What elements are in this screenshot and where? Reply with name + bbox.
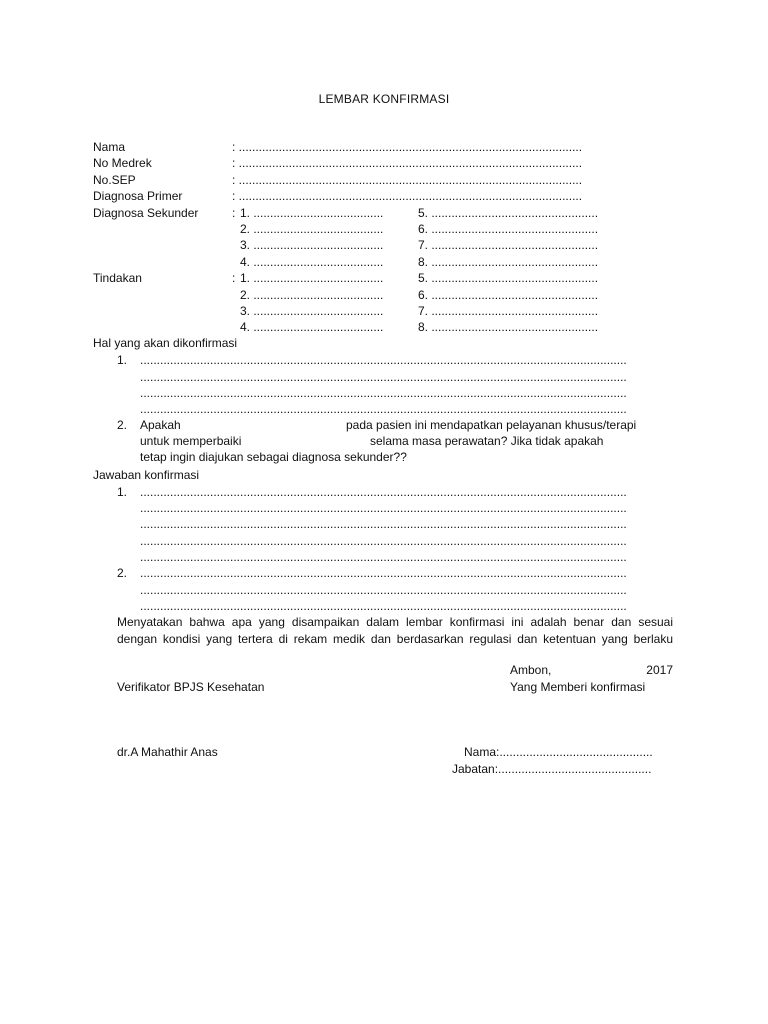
tindakan-colon: : (232, 271, 236, 285)
medrek-field[interactable]: : ....................................................................................................... (232, 156, 583, 170)
sekunder-item-3[interactable]: 3. ....................................... (240, 238, 384, 252)
question-line2-start: untuk memperbaiki (140, 434, 242, 448)
tindakan-item-6[interactable]: 6. .................................................. (418, 288, 599, 302)
diagnosa-primer-field[interactable]: : ....................................................................................................... (232, 189, 583, 203)
tindakan-item-2[interactable]: 2. ....................................... (240, 288, 384, 302)
nama-label: Nama (93, 140, 126, 154)
question-apakah: Apakah (140, 418, 181, 432)
hal-number-1: 1. (117, 353, 128, 367)
statement-line-1: Menyatakan bahwa apa yang disampaikan dalam lembar konfirmasi ini adalah benar dan sesuai (117, 615, 673, 629)
hal-dotline[interactable]: .................................................................................................................................................. (140, 353, 627, 367)
sekunder-item-4[interactable]: 4. ....................................... (240, 255, 384, 269)
sep-label: No.SEP (93, 173, 136, 187)
jawaban-dotline[interactable]: .................................................................................................................................................. (140, 517, 627, 531)
hal-number-2: 2. (117, 418, 128, 432)
tindakan-item-8[interactable]: 8. .................................................. (418, 320, 599, 334)
signer-jabatan-field[interactable]: Jabatan:.............................................. (452, 762, 652, 776)
question-line1-rest: pada pasien ini mendapatkan pelayanan khusus/terapi (346, 418, 637, 432)
sekunder-item-8[interactable]: 8. .................................................. (418, 255, 599, 269)
tindakan-item-3[interactable]: 3. ....................................... (240, 304, 384, 318)
sekunder-item-1[interactable]: 1. ....................................... (240, 206, 384, 220)
jawaban-heading: Jawaban konfirmasi (93, 468, 200, 482)
hal-heading: Hal yang akan dikonfirmasi (93, 336, 238, 350)
sekunder-item-7[interactable]: 7. .................................................. (418, 238, 599, 252)
verifikator-role: Verifikator BPJS Kesehatan (117, 680, 265, 694)
verifikator-name: dr.A Mahathir Anas (117, 745, 218, 759)
jawaban-number-2: 2. (117, 566, 128, 580)
diagnosa-sekunder-colon: : (232, 206, 236, 220)
jawaban-dotline[interactable]: .................................................................................................................................................. (140, 550, 627, 564)
diagnosa-sekunder-label: Diagnosa Sekunder (93, 206, 199, 220)
jawaban-dotline[interactable]: .................................................................................................................................................. (140, 599, 627, 613)
question-line2-rest: selama masa perawatan? Jika tidak apakah (370, 434, 604, 448)
hal-dotline[interactable]: .................................................................................................................................................. (140, 386, 627, 400)
tindakan-item-5[interactable]: 5. .................................................. (418, 271, 599, 285)
sekunder-item-6[interactable]: 6. .................................................. (418, 222, 599, 236)
page-title: LEMBAR KONFIRMASI (318, 92, 450, 106)
tindakan-item-7[interactable]: 7. .................................................. (418, 304, 599, 318)
jawaban-dotline[interactable]: .................................................................................................................................................. (140, 583, 627, 597)
tindakan-item-1[interactable]: 1. ....................................... (240, 271, 384, 285)
medrek-label: No Medrek (93, 156, 152, 170)
nama-field[interactable]: : ....................................................................................................... (232, 140, 583, 154)
jawaban-number-1: 1. (117, 485, 128, 499)
question-line3: tetap ingin diajukan sebagai diagnosa sekunder?? (140, 450, 407, 464)
statement-line-2: dengan kondisi yang tertera di rekam medik dan berdasarkan regulasi dan ketentuan yang berlaku (117, 632, 673, 646)
sekunder-item-5[interactable]: 5. .................................................. (418, 206, 599, 220)
sekunder-item-2[interactable]: 2. ....................................... (240, 222, 384, 236)
tindakan-label: Tindakan (93, 271, 142, 285)
jawaban-dotline[interactable]: .................................................................................................................................................. (140, 566, 627, 580)
hal-dotline[interactable]: .................................................................................................................................................. (140, 402, 627, 416)
jawaban-dotline[interactable]: .................................................................................................................................................. (140, 501, 627, 515)
jawaban-dotline[interactable]: .................................................................................................................................................. (140, 485, 627, 499)
pemberi-konfirmasi-role: Yang Memberi konfirmasi (510, 680, 646, 694)
hal-dotline[interactable]: .................................................................................................................................................. (140, 370, 627, 384)
tindakan-item-4[interactable]: 4. ....................................... (240, 320, 384, 334)
signature-year: 2017 (646, 663, 673, 677)
statement-paragraph (117, 614, 673, 648)
sep-field[interactable]: : ....................................................................................................... (232, 173, 583, 187)
diagnosa-primer-label: Diagnosa Primer (93, 189, 183, 203)
signer-nama-field[interactable]: Nama:.............................................. (464, 745, 653, 759)
jawaban-dotline[interactable]: .................................................................................................................................................. (140, 534, 627, 548)
signature-city: Ambon, (510, 663, 552, 677)
